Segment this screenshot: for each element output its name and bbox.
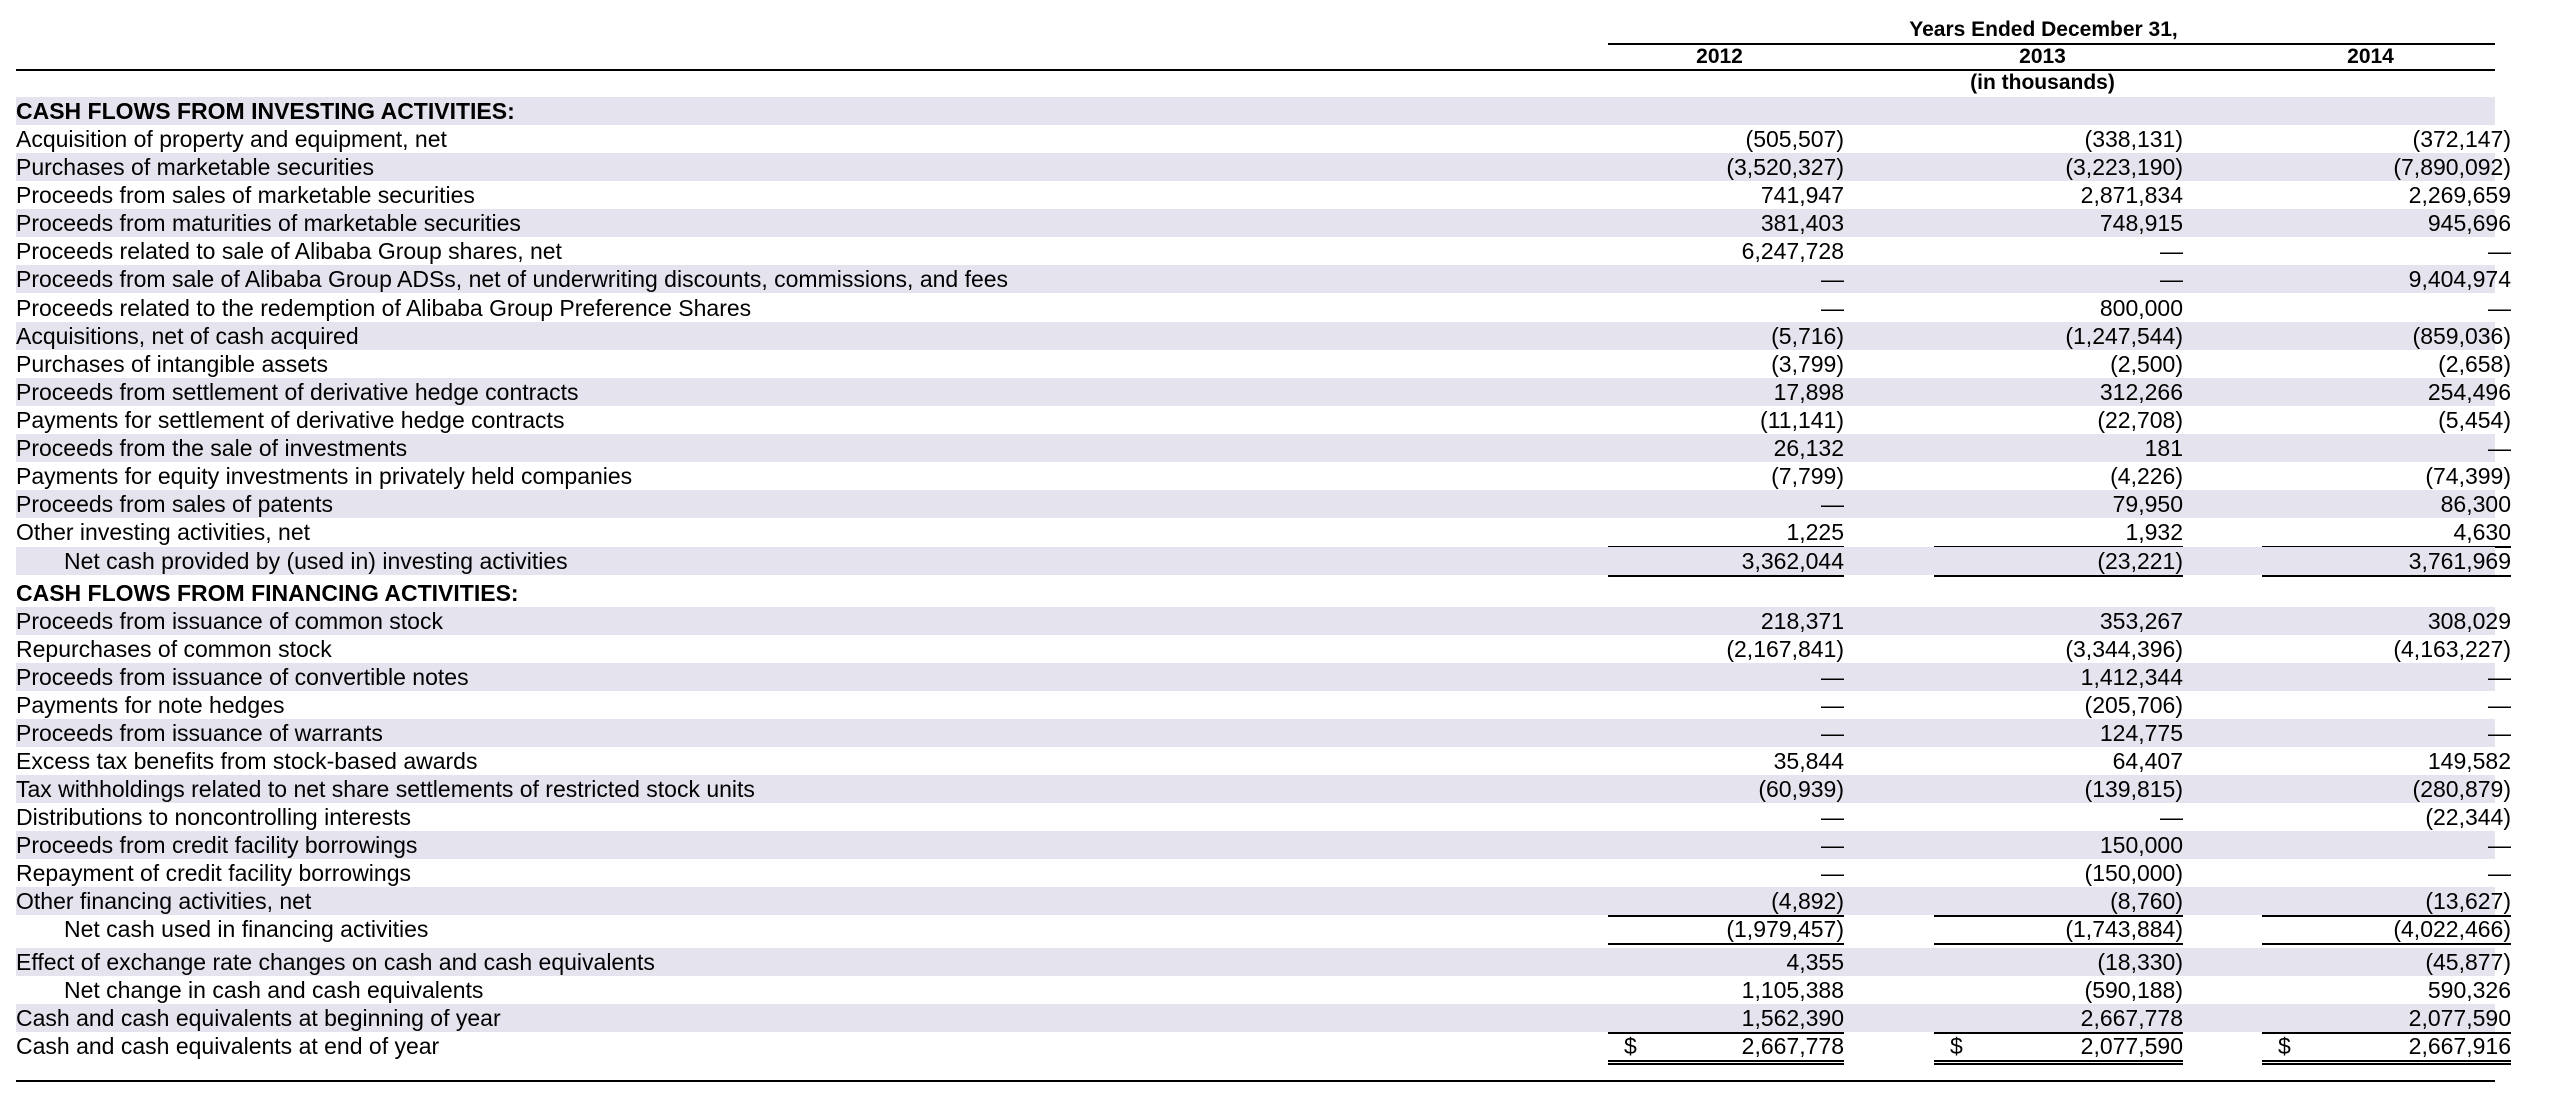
cell-value: (3,799) <box>1771 351 1844 377</box>
value-cell-2013 <box>1934 350 2183 378</box>
table-row <box>16 948 2511 976</box>
table-bottom-rule <box>16 1080 2495 1082</box>
cell-value: 2,667,778 <box>1741 1033 1844 1059</box>
table-row <box>16 915 2511 943</box>
row-label: Proceeds related to sale of Alibaba Group shares, net <box>16 238 562 264</box>
table-row <box>16 181 2511 209</box>
value-cell-2012 <box>1608 859 1844 887</box>
row-label: Effect of exchange rate changes on cash and cash equivalents <box>16 949 655 975</box>
value-cell-2014 <box>2262 237 2511 265</box>
section-heading <box>16 97 2495 125</box>
cell-value: — <box>1821 720 1844 746</box>
row-label: Payments for note hedges <box>16 692 285 718</box>
value-cell-2012 <box>1608 1004 1844 1034</box>
row-label: Proceeds from issuance of common stock <box>16 608 443 634</box>
cell-value: 218,371 <box>1760 608 1844 634</box>
value-cell-2012 <box>1608 831 1844 859</box>
value-cell-2012 <box>1608 915 1844 945</box>
value-cell-2012 <box>1608 691 1844 719</box>
cell-value: 381,403 <box>1760 210 1844 236</box>
cell-value: (60,939) <box>1758 776 1844 802</box>
cell-value: (372,147) <box>2412 126 2511 152</box>
row-label: Tax withholdings related to net share settlements of restricted stock units <box>16 776 755 802</box>
value-cell-2013 <box>1934 294 2183 322</box>
value-cell-2014 <box>2262 181 2511 209</box>
cell-value: 590,326 <box>2427 977 2511 1003</box>
cell-value: 1,932 <box>2125 519 2183 545</box>
row-label: Other financing activities, net <box>16 888 312 914</box>
value-cell-2013 <box>1934 663 2183 691</box>
table-row <box>16 663 2511 691</box>
cell-value: (7,890,092) <box>2393 154 2511 180</box>
cell-value: 2,667,916 <box>2408 1033 2511 1059</box>
value-cell-2014 <box>2262 775 2511 803</box>
cell-value: 35,844 <box>1773 748 1844 774</box>
cell-value: (2,658) <box>2438 351 2511 377</box>
row-label: Proceeds from issuance of convertible notes <box>16 664 469 690</box>
value-cell-2013 <box>1934 237 2183 265</box>
row-label: Proceeds from settlement of derivative hedge contracts <box>16 379 579 405</box>
cell-value: (338,131) <box>2084 126 2183 152</box>
cell-value: 353,267 <box>2099 608 2183 634</box>
value-cell-2012 <box>1608 490 1844 518</box>
value-cell-2013 <box>1934 803 2183 831</box>
table-row <box>16 125 2511 153</box>
value-cell-2014 <box>2262 209 2511 237</box>
value-cell-2014 <box>2262 490 2511 518</box>
cell-value: 800,000 <box>2099 295 2183 321</box>
cell-value: — <box>2488 435 2511 461</box>
cell-value: (4,226) <box>2110 463 2183 489</box>
cell-value: — <box>2488 664 2511 690</box>
value-cell-2014 <box>2262 462 2511 490</box>
value-cell-2012 <box>1608 547 1844 577</box>
row-label: Proceeds related to the redemption of Alibaba Group Preference Shares <box>16 295 752 321</box>
cell-value: — <box>1821 266 1844 292</box>
value-cell-2013 <box>1934 434 2183 462</box>
value-cell-2013 <box>1934 125 2183 153</box>
cell-value: — <box>2488 238 2511 264</box>
cell-value: — <box>1821 860 1844 886</box>
cell-value: — <box>2488 832 2511 858</box>
value-cell-2013 <box>1934 322 2183 350</box>
cell-value: — <box>1821 491 1844 517</box>
cell-value: (3,223,190) <box>2065 154 2183 180</box>
cell-value: (5,454) <box>2438 407 2511 433</box>
cell-value: (150,000) <box>2084 860 2183 886</box>
value-cell-2014 <box>2262 747 2511 775</box>
value-cell-2014 <box>2262 1032 2511 1065</box>
cell-value: 3,362,044 <box>1741 548 1844 574</box>
value-cell-2014 <box>2262 663 2511 691</box>
value-cell-2013 <box>1934 518 2183 548</box>
year-header-2012: 2012 <box>1696 45 1743 68</box>
value-cell-2013 <box>1934 265 2183 293</box>
value-cell-2013 <box>1934 976 2183 1004</box>
year-header-2013: 2013 <box>2019 45 2066 68</box>
value-cell-2014 <box>2262 378 2511 406</box>
cell-value: 1,412,344 <box>2080 664 2183 690</box>
cell-value: — <box>2488 692 2511 718</box>
cell-value: 79,950 <box>2112 491 2183 517</box>
value-cell-2012 <box>1608 294 1844 322</box>
cell-value: — <box>2160 266 2183 292</box>
row-label: Proceeds from the sale of investments <box>16 435 408 461</box>
cell-value: (11,141) <box>1760 407 1844 433</box>
row-label: Acquisition of property and equipment, net <box>16 126 447 152</box>
cell-value: (23,221) <box>2097 548 2183 574</box>
value-cell-2014 <box>2262 125 2511 153</box>
cell-value: (280,879) <box>2412 776 2511 802</box>
value-cell-2013 <box>1934 209 2183 237</box>
cell-value: 945,696 <box>2427 210 2511 236</box>
cell-value: 2,077,590 <box>2080 1033 2183 1059</box>
value-cell-2013 <box>1934 153 2183 181</box>
table-row <box>16 322 2511 350</box>
table-row <box>16 237 2511 265</box>
cell-value: 2,871,834 <box>2080 182 2183 208</box>
cell-value: (4,163,227) <box>2393 636 2511 662</box>
period-header: Years Ended December 31, <box>1909 18 2178 41</box>
value-cell-2012 <box>1608 209 1844 237</box>
value-cell-2012 <box>1608 153 1844 181</box>
table-row <box>16 747 2511 775</box>
row-label: Other investing activities, net <box>16 519 311 545</box>
cell-value: (13,627) <box>2425 888 2511 914</box>
value-cell-2014 <box>2262 948 2511 976</box>
cell-value: 149,582 <box>2427 748 2511 774</box>
row-label: Acquisitions, net of cash acquired <box>16 323 359 349</box>
value-cell-2013 <box>1934 691 2183 719</box>
cell-value: (4,022,466) <box>2393 916 2511 942</box>
cell-value: 26,132 <box>1773 435 1844 461</box>
cell-value: — <box>2488 295 2511 321</box>
cell-value: (1,743,884) <box>2065 916 2183 942</box>
table-row <box>16 434 2511 462</box>
value-cell-2014 <box>2262 831 2511 859</box>
value-cell-2012 <box>1608 1032 1844 1065</box>
row-label: Cash and cash equivalents at beginning of year <box>16 1005 501 1031</box>
cell-value: — <box>1821 804 1844 830</box>
cell-value: 2,269,659 <box>2408 182 2511 208</box>
cell-value: 86,300 <box>2440 491 2511 517</box>
cell-value: 17,898 <box>1773 379 1844 405</box>
currency-symbol: $ <box>1624 1033 1637 1059</box>
value-cell-2014 <box>2262 859 2511 887</box>
value-cell-2012 <box>1608 803 1844 831</box>
cell-value: 254,496 <box>2427 379 2511 405</box>
value-cell-2014 <box>2262 518 2511 548</box>
cell-value: (22,708) <box>2097 407 2183 433</box>
cell-value: — <box>2488 860 2511 886</box>
row-label: Payments for settlement of derivative hedge contracts <box>16 407 565 433</box>
cell-value: (7,799) <box>1771 463 1844 489</box>
value-cell-2012 <box>1608 635 1844 663</box>
row-label: Net cash provided by (used in) investing activities <box>64 548 568 574</box>
value-cell-2013 <box>1934 747 2183 775</box>
table-row <box>16 719 2511 747</box>
value-cell-2012 <box>1608 322 1844 350</box>
cell-value: — <box>1821 832 1844 858</box>
value-cell-2014 <box>2262 294 2511 322</box>
table-row <box>16 691 2511 719</box>
cell-value: 124,775 <box>2099 720 2183 746</box>
value-cell-2012 <box>1608 181 1844 209</box>
cell-value: — <box>2488 720 2511 746</box>
value-cell-2013 <box>1934 635 2183 663</box>
table-row <box>16 153 2511 181</box>
row-label: Proceeds from credit facility borrowings <box>16 832 418 858</box>
value-cell-2014 <box>2262 803 2511 831</box>
cell-value: 741,947 <box>1760 182 1844 208</box>
cell-value: 9,404,974 <box>2408 266 2511 292</box>
table-row <box>16 294 2511 322</box>
value-cell-2012 <box>1608 378 1844 406</box>
table-row <box>16 518 2511 546</box>
value-cell-2013 <box>1934 462 2183 490</box>
cell-value: — <box>1821 664 1844 690</box>
table-row <box>16 490 2511 518</box>
value-cell-2014 <box>2262 887 2511 917</box>
cell-value: (22,344) <box>2425 804 2511 830</box>
value-cell-2012 <box>1608 948 1844 976</box>
cell-value: (2,167,841) <box>1726 636 1844 662</box>
value-cell-2013 <box>1934 948 2183 976</box>
table-row <box>16 775 2511 803</box>
row-label: Proceeds from sale of Alibaba Group ADSs, net of underwriting discounts, commissions, and fees <box>16 266 1009 292</box>
cell-value: 150,000 <box>2099 832 2183 858</box>
value-cell-2013 <box>1934 719 2183 747</box>
table-row <box>16 209 2511 237</box>
currency-symbol: $ <box>1950 1033 1963 1059</box>
cell-value: 2,667,778 <box>2080 1005 2183 1031</box>
value-cell-2014 <box>2262 350 2511 378</box>
cell-value: (859,036) <box>2412 323 2511 349</box>
value-cell-2012 <box>1608 350 1844 378</box>
cell-value: (590,188) <box>2084 977 2183 1003</box>
value-cell-2014 <box>2262 434 2511 462</box>
value-cell-2013 <box>1934 1004 2183 1034</box>
value-cell-2014 <box>2262 547 2511 577</box>
value-cell-2014 <box>2262 915 2511 945</box>
cell-value: 64,407 <box>2112 748 2183 774</box>
cell-value: 1,562,390 <box>1741 1005 1844 1031</box>
cell-value: (1,979,457) <box>1726 916 1844 942</box>
value-cell-2013 <box>1934 547 2183 577</box>
cell-value: — <box>1821 295 1844 321</box>
cell-value: (18,330) <box>2097 949 2183 975</box>
value-cell-2012 <box>1608 265 1844 293</box>
table-row <box>16 462 2511 490</box>
table-row <box>16 547 2511 575</box>
value-cell-2013 <box>1934 915 2183 945</box>
cell-value: 4,630 <box>2453 519 2511 545</box>
cell-value: (505,507) <box>1745 126 1844 152</box>
value-cell-2012 <box>1608 775 1844 803</box>
table-row <box>16 378 2511 406</box>
row-label: Distributions to noncontrolling interests <box>16 804 412 830</box>
value-cell-2012 <box>1608 406 1844 434</box>
value-cell-2013 <box>1934 1032 2183 1065</box>
cell-value: 748,915 <box>2099 210 2183 236</box>
cell-value: (4,892) <box>1771 888 1844 914</box>
row-label: Proceeds from sales of marketable securities <box>16 182 475 208</box>
value-cell-2012 <box>1608 462 1844 490</box>
table-row <box>16 887 2511 915</box>
cell-value: 1,105,388 <box>1741 977 1844 1003</box>
table-row <box>16 831 2511 859</box>
value-cell-2014 <box>2262 719 2511 747</box>
table-row <box>16 406 2511 434</box>
value-cell-2014 <box>2262 265 2511 293</box>
value-cell-2013 <box>1934 181 2183 209</box>
cell-value: — <box>1821 692 1844 718</box>
table-row <box>16 635 2511 663</box>
value-cell-2013 <box>1934 490 2183 518</box>
row-label: Purchases of marketable securities <box>16 154 374 180</box>
year-header-2014: 2014 <box>2347 45 2394 68</box>
row-label: Repurchases of common stock <box>16 636 332 662</box>
value-cell-2014 <box>2262 976 2511 1004</box>
value-cell-2014 <box>2262 635 2511 663</box>
row-label: Net cash used in financing activities <box>64 916 429 942</box>
row-label: Cash and cash equivalents at end of year <box>16 1033 440 1059</box>
section-heading <box>16 579 2495 607</box>
row-label: Repayment of credit facility borrowings <box>16 860 411 886</box>
table-row <box>16 265 2511 293</box>
value-cell-2014 <box>2262 691 2511 719</box>
table-row <box>16 803 2511 831</box>
row-label: Proceeds from maturities of marketable securities <box>16 210 521 236</box>
value-cell-2014 <box>2262 406 2511 434</box>
cell-value: 6,247,728 <box>1741 238 1844 264</box>
value-cell-2013 <box>1934 887 2183 917</box>
cell-value: (2,500) <box>2110 351 2183 377</box>
cell-value: 3,761,969 <box>2408 548 2511 574</box>
value-cell-2012 <box>1608 434 1844 462</box>
row-label: Proceeds from sales of patents <box>16 491 334 517</box>
row-label: Payments for equity investments in privately held companies <box>16 463 633 489</box>
row-label: CASH FLOWS FROM FINANCING ACTIVITIES: <box>16 580 519 606</box>
value-cell-2014 <box>2262 153 2511 181</box>
value-cell-2012 <box>1608 976 1844 1004</box>
cell-value: 308,029 <box>2427 608 2511 634</box>
cell-value: 181 <box>2144 435 2183 461</box>
value-cell-2013 <box>1934 378 2183 406</box>
row-label: Excess tax benefits from stock-based awards <box>16 748 478 774</box>
cell-value: (3,520,327) <box>1726 154 1844 180</box>
value-cell-2012 <box>1608 719 1844 747</box>
table-row <box>16 607 2511 635</box>
cell-value: (3,344,396) <box>2065 636 2183 662</box>
value-cell-2013 <box>1934 859 2183 887</box>
cell-value: (74,399) <box>2425 463 2511 489</box>
value-cell-2012 <box>1608 125 1844 153</box>
cell-value: (1,247,544) <box>2065 323 2183 349</box>
cell-value: (5,716) <box>1771 323 1844 349</box>
table-row <box>16 1032 2511 1060</box>
value-cell-2014 <box>2262 322 2511 350</box>
cell-value: — <box>2160 804 2183 830</box>
value-cell-2013 <box>1934 607 2183 635</box>
currency-symbol: $ <box>2278 1033 2291 1059</box>
cell-value: 312,266 <box>2099 379 2183 405</box>
table-row <box>16 1004 2511 1032</box>
cell-value: 4,355 <box>1786 949 1844 975</box>
value-cell-2012 <box>1608 747 1844 775</box>
value-cell-2012 <box>1608 887 1844 917</box>
value-cell-2013 <box>1934 775 2183 803</box>
value-cell-2013 <box>1934 406 2183 434</box>
table-row <box>16 976 2511 1004</box>
cell-value: (139,815) <box>2084 776 2183 802</box>
table-row <box>16 859 2511 887</box>
cell-value: 2,077,590 <box>2408 1005 2511 1031</box>
value-cell-2012 <box>1608 518 1844 548</box>
cell-value: — <box>2160 238 2183 264</box>
row-label: Purchases of intangible assets <box>16 351 328 377</box>
row-label: Net change in cash and cash equivalents <box>64 977 484 1003</box>
cell-value: (205,706) <box>2084 692 2183 718</box>
value-cell-2012 <box>1608 663 1844 691</box>
value-cell-2013 <box>1934 831 2183 859</box>
value-cell-2012 <box>1608 607 1844 635</box>
units-note: (in thousands) <box>1970 71 2115 94</box>
table-row <box>16 350 2511 378</box>
cell-value: 1,225 <box>1786 519 1844 545</box>
value-cell-2012 <box>1608 237 1844 265</box>
row-label: CASH FLOWS FROM INVESTING ACTIVITIES: <box>16 98 515 124</box>
cell-value: (8,760) <box>2110 888 2183 914</box>
value-cell-2014 <box>2262 607 2511 635</box>
cell-value: (45,877) <box>2425 949 2511 975</box>
value-cell-2014 <box>2262 1004 2511 1034</box>
row-label: Proceeds from issuance of warrants <box>16 720 383 746</box>
